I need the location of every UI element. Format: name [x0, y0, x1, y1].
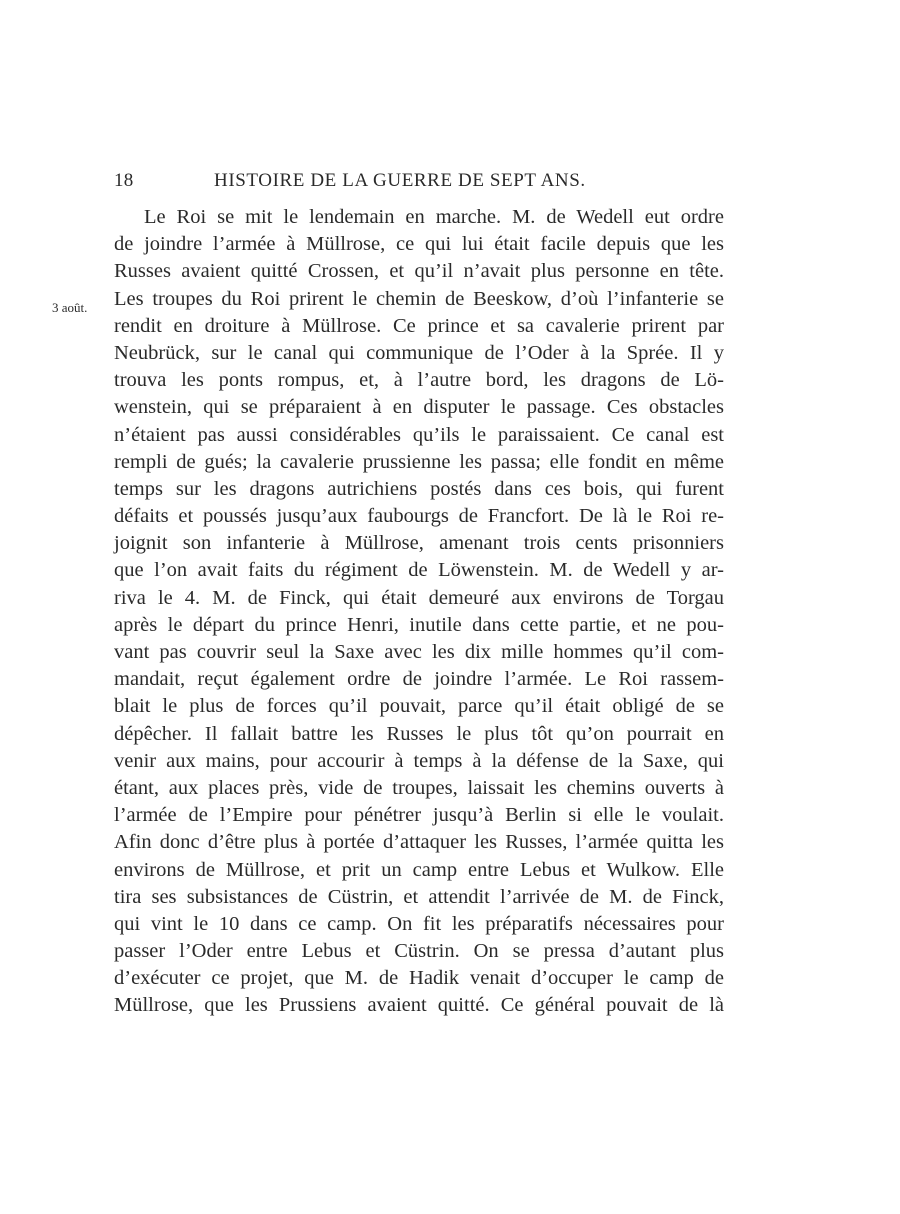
text-line: défaits et poussés jusqu’aux faubourgs de Francfort. De là le Roi re-	[114, 505, 724, 528]
text-line: étant, aux places près, vide de troupes, laissait les chemins ouverts à	[114, 776, 724, 799]
text-line: tira ses subsistances de Cüstrin, et attendit l’arrivée de M. de Finck,	[114, 885, 724, 908]
text-line: environs de Müllrose, et prit un camp entre Lebus et Wulkow. Elle	[114, 858, 724, 881]
text-line: wenstein, qui se préparaient à en disputer le passage. Ces obstacles	[114, 396, 724, 419]
text-line: riva le 4. M. de Finck, qui était demeuré aux environs de Torgau	[114, 586, 724, 609]
text-line: mandait, reçut également ordre de joindre l’armée. Le Roi rassem-	[114, 668, 724, 691]
text-line: venir aux mains, pour accourir à temps à la défense de la Saxe, qui	[114, 749, 724, 772]
running-title: HISTOIRE DE LA GUERRE DE SEPT ANS.	[214, 170, 586, 191]
text-line: de joindre l’armée à Müllrose, ce qui lui était facile depuis que les	[114, 233, 724, 256]
text-line: qui vint le 10 dans ce camp. On fit les préparatifs nécessaires pour	[114, 912, 724, 935]
body-text	[114, 204, 724, 1020]
text-line: dépêcher. Il fallait battre les Russes le plus tôt qu’on pourrait en	[114, 722, 724, 745]
text-line: vant pas couvrir seul la Saxe avec les dix mille hommes qu’il com-	[114, 641, 724, 663]
text-line: n’étaient pas aussi considérables qu’ils le paraissaient. Ce canal est	[114, 423, 724, 446]
page-header	[114, 170, 724, 200]
margin-date-note: 3 août.	[52, 300, 88, 315]
text-line: Russes avaient quitté Crossen, et qu’il n’avait plus personne en tête.	[114, 260, 724, 283]
text-line: passer l’Oder entre Lebus et Cüstrin. On se pressa d’autant plus	[114, 940, 724, 963]
text-line: d’exécuter ce projet, que M. de Hadik venait d’occuper le camp de	[114, 967, 724, 990]
text-line: que l’on avait faits du régiment de Löwenstein. M. de Wedell y ar-	[114, 559, 724, 582]
text-line: Afin donc d’être plus à portée d’attaquer les Russes, l’armée quitta les	[114, 831, 724, 854]
text-line: blait le plus de forces qu’il pouvait, parce qu’il était obligé de se	[114, 695, 724, 718]
text-line: Neubrück, sur le canal qui communique de l’Oder à la Sprée. Il y	[114, 341, 724, 364]
text-line: trouva les ponts rompus, et, à l’autre bord, les dragons de Lö-	[114, 369, 724, 392]
text-line: temps sur les dragons autrichiens postés dans ces bois, qui furent	[114, 477, 724, 500]
text-line: Müllrose, que les Prussiens avaient quitté. Ce général pouvait de là	[114, 994, 724, 1017]
page-number: 18	[114, 170, 134, 191]
text-line: rempli de gués; la cavalerie prussienne les passa; elle fondit en même	[114, 450, 724, 473]
text-line: joignit son infanterie à Müllrose, amenant trois cents prisonniers	[114, 532, 724, 555]
text-line: rendit en droiture à Müllrose. Ce prince et sa cavalerie prirent par	[114, 314, 724, 337]
text-line: Les troupes du Roi prirent le chemin de Beeskow, d’où l’infanterie se	[114, 287, 724, 310]
text-line: l’armée de l’Empire pour pénétrer jusqu’à Berlin si elle le voulait.	[114, 804, 724, 827]
text-line: après le départ du prince Henri, inutile dans cette partie, et ne pou-	[114, 613, 724, 636]
text-line: Le Roi se mit le lendemain en marche. M. de Wedell eut ordre	[144, 206, 724, 228]
